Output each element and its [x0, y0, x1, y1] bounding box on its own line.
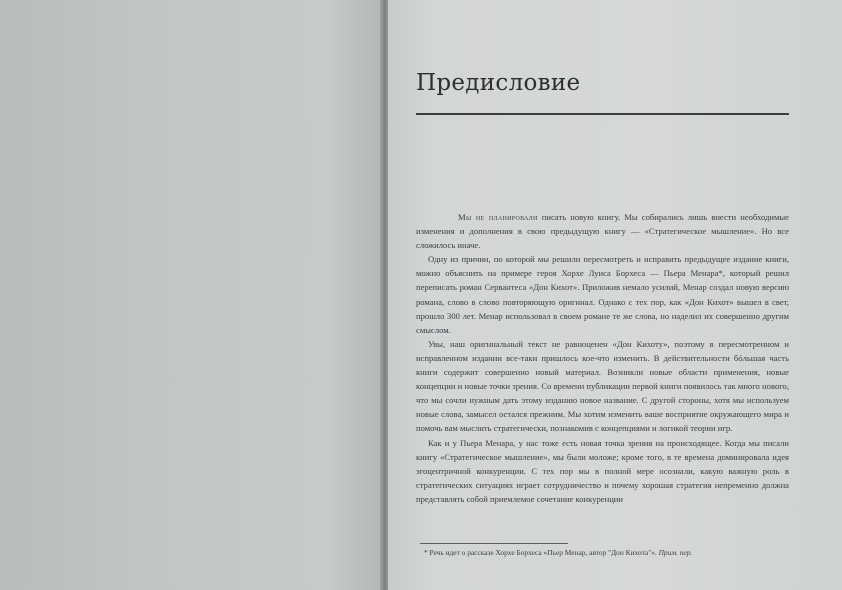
title-rule [416, 113, 789, 115]
footnote-text: * Речь идет о рассказе Хорхе Борхеса «Пьер Менар, автор "Дон Кихота"». [424, 548, 659, 557]
lead-rest: писать новую книгу. Мы собирались лишь внести необходимые изменения и дополнения в свою предыдущую книгу — «Стратегическое мышление». Но все сложилось иначе. [416, 212, 789, 251]
left-page [0, 0, 384, 590]
paragraph-2: Одну из причин, по которой мы решили пересмотреть и исправить предыдущее издание книги, можно объяснить на примере героя Хорхе Луиса Борхеса — Пьера Менара*, который решил переписать роман Сервантеса «Дон Кихот». Приложив немало усилий, Менар создал новую версию романа, слово в слово повторяющую оригинал. Однако с тех пор, как «Дон Кихот» вышел в свет, прошло 300 лет. Менар использовал в своем романе те же слова, но наделил их совершенно другим смыслом. [416, 254, 789, 335]
paragraph-4: Как и у Пьера Менара, у нас тоже есть новая точка зрения на происходящее. Когда мы писали книгу «Стратегическое мышление», мы были моложе; кроме того, в те времена доминировала идея эгоцентричной конкуренции. С тех пор мы в полной мере осознали, какую важную роль в стратегических ситуациях играет сотрудничество и почему хорошая стратегия непременно должна представлять собой приемлемое сочетание конкуренции [416, 437, 789, 504]
footnote-note: Прим. пер. [658, 548, 693, 557]
lead-caps: Мы не планировали [458, 212, 538, 222]
paragraph-1 [416, 210, 789, 252]
chapter-title: Предисловие [416, 70, 581, 96]
body-text [416, 210, 789, 506]
paragraph-3: Увы, наш оригинальный текст не равноценен «Дон Кихоту», поэтому в пересмотренном и исправленном издании все-таки пришлось кое-что изменить. В действительности бóльшая часть книги содержит совершенно новый материал. Возникли новые области применения, новые концепции и новые точки зрения. Со времени публикации первой книги появилось так много нового, что мы сочли нужным дать этому изданию новое название. С другой стороны, хотя мы используем новые слова, замысел остался прежним. Мы хотим изменить ваше восприятие окружающего мира и помочь вам мыслить стратегически, познакомив с концепциями и логикой теории игр. [416, 338, 789, 434]
footnote-rule [420, 543, 568, 544]
footnote [424, 548, 789, 558]
